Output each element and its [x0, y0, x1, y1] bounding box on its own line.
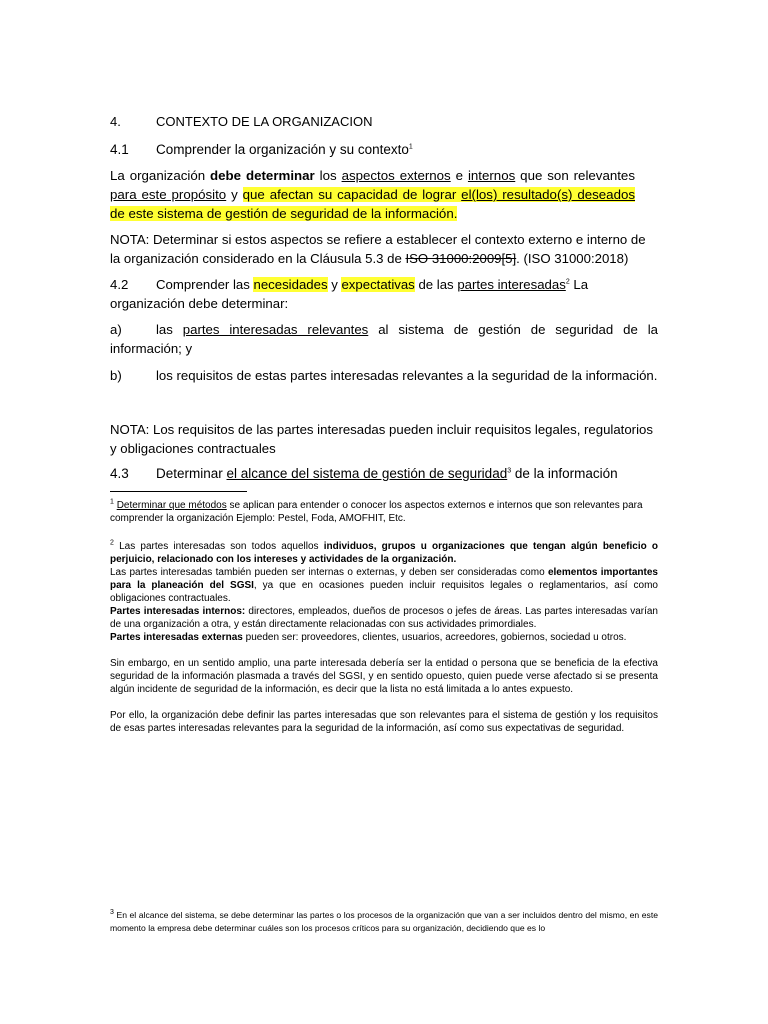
text-highlight: de este sistema de gestión de seguridad de la información.: [110, 206, 458, 221]
text-bold: Partes interesadas internos:: [110, 606, 246, 617]
text-underlined: internos: [467, 168, 516, 183]
text-bold: debe determinar: [210, 168, 315, 183]
footnote-mark: 2: [110, 539, 114, 547]
text-run: que son relevantes: [515, 168, 635, 183]
text-run: e: [450, 168, 468, 183]
footnote-mark: 3: [110, 909, 114, 917]
text-underlined: partes interesadas: [457, 277, 566, 292]
text-run: las: [156, 322, 183, 337]
text-run: Comprender las: [156, 277, 254, 292]
section-number: 4.2: [110, 277, 129, 292]
text-bold: individuos, grupos u organizaciones que tengan algún beneficio o perjuicio, relacionado con los intereses y actividades de la organización.: [110, 541, 659, 565]
section-title: CONTEXTO DE LA ORGANIZACION: [156, 114, 373, 129]
text-underlined: el alcance del sistema de gestión de seguridad: [226, 466, 508, 481]
section-4-2-text: [110, 275, 655, 313]
text-run: pueden ser: proveedores, clientes, usuarios, acreedores, gobiernos, sociedad u otros.: [242, 632, 627, 643]
text-underlined: partes interesadas relevantes: [182, 322, 369, 337]
text-highlight-underlined: el(los) resultado(s) deseados: [461, 187, 636, 202]
footnote-ref-2: 2: [565, 278, 570, 286]
footnote-2: [110, 540, 658, 735]
section-title-wrap: [156, 141, 413, 159]
text-run: de las: [414, 277, 458, 292]
section-4-2-heading: [110, 275, 670, 313]
footnote-2-p4: [110, 631, 658, 644]
text-run: Las partes interesadas son todos aquellos: [119, 541, 324, 552]
text-run: NOTA: Los requisitos de las partes interesadas pueden incluir requisitos legales, regulatorios y obligaciones contractuales: [110, 422, 653, 456]
footnote-1: [110, 499, 658, 525]
footnote-2-p6: Por ello, la organización debe definir las partes interesadas que son relevantes para el sistema de gestión y los requisitos de esas partes interesadas relevantes para la seguridad de la información, así como sus expectativas de seguridad.: [110, 710, 658, 734]
text-run: se aplican para entender o conocer los aspectos externos e internos que son relevantes para comprender la organización Ejemplo: Pestel, Foda, AMOFHIT, Etc.: [110, 500, 643, 524]
section-number: 4.: [110, 114, 121, 129]
section-title-wrap: [156, 465, 618, 483]
text-run: . (ISO 31000:2018): [516, 251, 629, 266]
text-run: Determinar: [156, 466, 227, 481]
text-strikethrough: ISO 31000:2009[5]: [405, 251, 517, 266]
text-underlined: para este propósito: [110, 187, 227, 202]
nota-2: [110, 420, 655, 458]
text-run: En el alcance del sistema, se debe determinar las partes o los procesos de la organización que van a ser incluidos dentro del mismo, en este momento la empresa debe determinar cuáles son los procesos críticos para su organización, decidiendo que es lo: [110, 910, 658, 933]
text-highlight: que afectan su capacidad de lograr: [242, 187, 462, 202]
list-label: b): [110, 368, 122, 383]
section-title: Comprender la organización y su contexto: [156, 142, 409, 157]
text-run: y: [327, 277, 342, 292]
nota-1: [110, 230, 655, 268]
footnote-3: [110, 909, 658, 935]
section-number: 4.1: [110, 142, 129, 157]
text-highlight: expectativas: [341, 277, 415, 292]
footnote-2-p5: Sin embargo, en un sentido amplio, una parte interesada debería ser la entidad o persona que se beneficia de la efectiva seguridad de la información plasmada a través del SGSI, y en sentido opuesto, quien puede verse afectado si se presenta algún incidente de seguridad de la información, es decir que la lista no está limitada a lo antes expuesto.: [110, 658, 658, 695]
text-underlined: aspectos externos: [341, 168, 451, 183]
list-label: a): [110, 322, 122, 337]
footnote-2-p2: [110, 566, 658, 605]
footnote-2-p3: [110, 605, 658, 631]
text-run: La organización debe determinar:: [110, 277, 589, 311]
text-run: NOTA: Determinar si estos aspectos se refiere a establecer el contexto externo e interno de la organización considerado en la Cláusula 5.3 de: [110, 232, 646, 266]
footnote-mark: 1: [110, 498, 114, 506]
text-run: directores, empleados, dueños de procesos o jefes de áreas. Las partes interesadas varían de una organización a otra, y están directamente relacionadas con sus actividades primordiales.: [110, 606, 658, 630]
list-item-text: [110, 320, 658, 358]
text-run: los: [314, 168, 342, 183]
text-run: Las partes interesadas también pueden ser internas o externas, y deben ser consideradas como: [110, 567, 548, 578]
list-item-a: [110, 320, 658, 358]
footnote-2-p1: [110, 540, 658, 566]
list-item-text: los requisitos de estas partes interesadas relevantes a la seguridad de la información.: [156, 368, 658, 383]
text-run: de la información: [511, 466, 618, 481]
footnote-ref-3: 3: [507, 467, 512, 475]
text-run: al sistema de gestión de seguridad de la información; y: [110, 322, 658, 356]
text-run: y: [226, 187, 243, 202]
paragraph-context: [110, 166, 635, 223]
text-run: La organización: [110, 168, 211, 183]
section-number: 4.3: [110, 466, 129, 481]
text-highlight: necesidades: [253, 277, 328, 292]
footnote-separator: [110, 491, 247, 492]
text-run: , ya que en ocasiones pueden incluir requisitos legales o reglamentarios, así como obligaciones contractuales.: [110, 580, 658, 604]
text-bold: elementos importantes para la planeación del SGSI: [110, 567, 658, 591]
text-bold: Partes interesadas externas: [110, 632, 243, 643]
footnote-ref-1: 1: [408, 143, 413, 151]
text-underlined: Determinar que métodos: [116, 500, 227, 511]
